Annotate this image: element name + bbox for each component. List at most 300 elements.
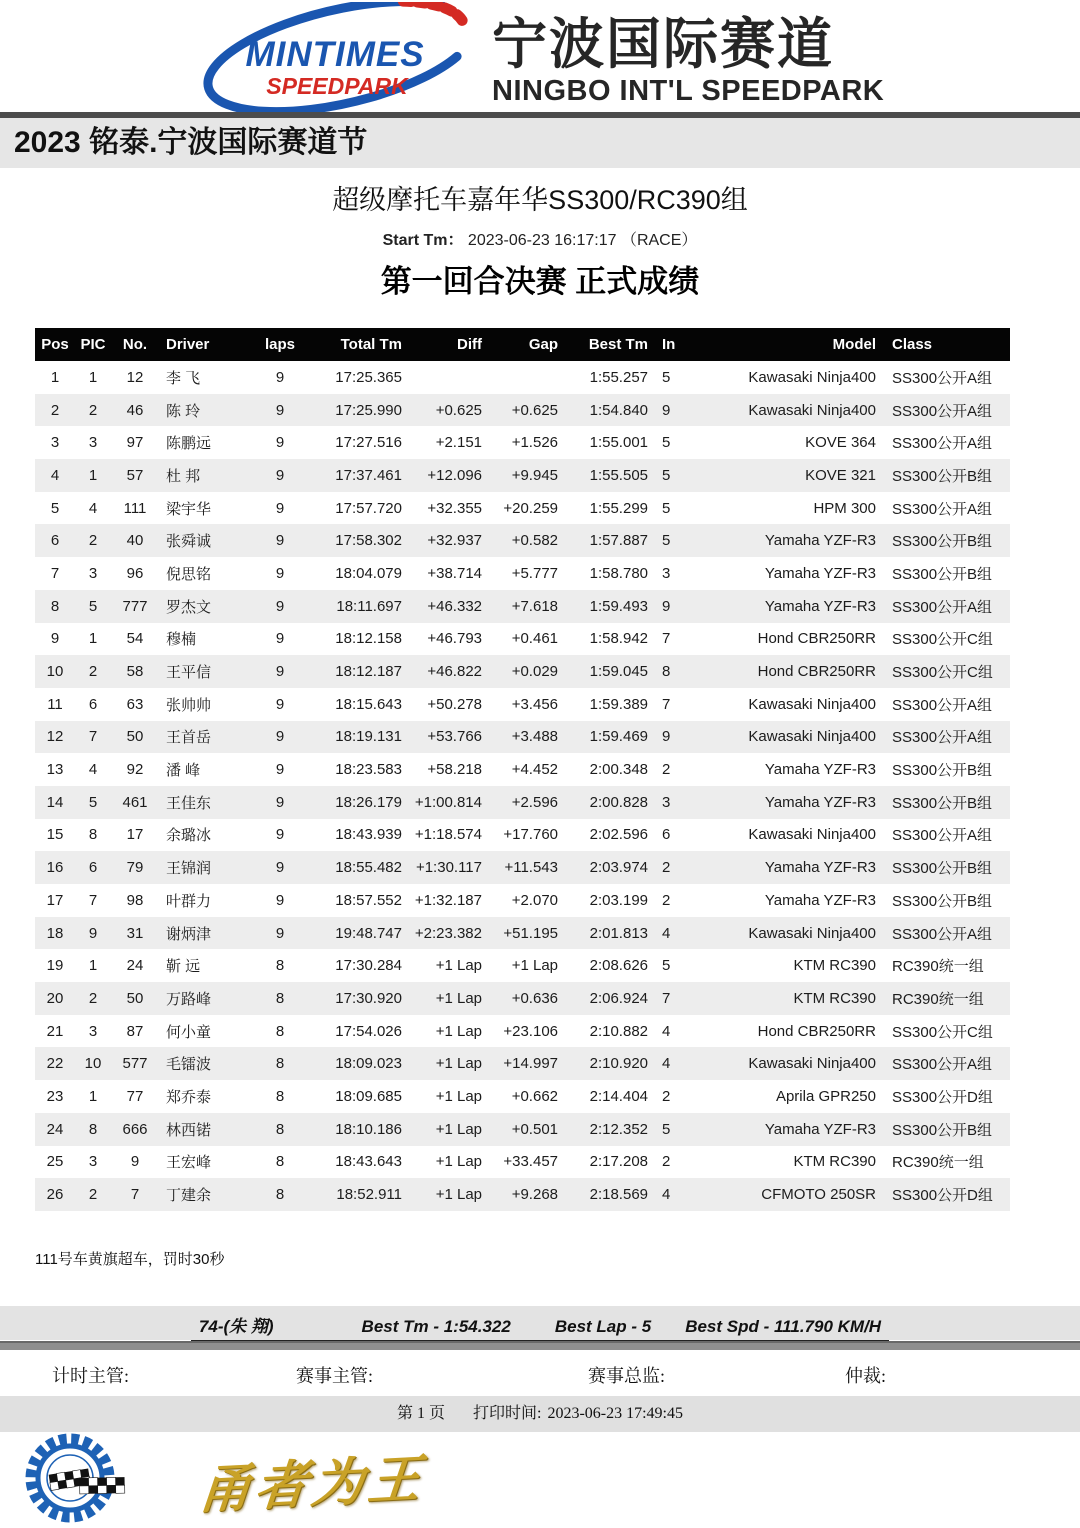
table-row: [35, 1178, 1010, 1211]
table-cell: 87: [126, 1022, 144, 1040]
table-cell: 8: [275, 1120, 285, 1138]
page-number: 第 1 页: [396, 1405, 445, 1422]
table-cell: 5: [88, 597, 98, 615]
table-cell: 8: [50, 597, 60, 615]
start-time-value: 2023-06-23 16:17:17: [467, 232, 617, 249]
table-cell: 17:58.302: [335, 532, 402, 550]
table-cell: +23.106: [503, 1022, 558, 1040]
table-row: [35, 721, 1010, 754]
table-cell: 79: [126, 859, 144, 877]
table-cell: 17:27.516: [335, 434, 402, 452]
table-cell: 5: [662, 434, 671, 452]
table-row: [35, 982, 1010, 1015]
table-cell: 18:52.911: [336, 1186, 402, 1204]
table-cell: +5.777: [511, 564, 558, 582]
table-row: [35, 786, 1010, 819]
table-cell: 17: [46, 891, 64, 909]
table-cell: 63: [126, 695, 144, 713]
table-cell: SS300公开A组: [892, 598, 993, 616]
table-row: [35, 590, 1010, 623]
table-cell: +12.096: [427, 466, 482, 484]
table-cell: +9.945: [511, 466, 558, 484]
table-row: [35, 917, 1010, 950]
table-cell: +2.151: [435, 434, 482, 452]
table-cell: 18:43.939: [335, 826, 402, 844]
column-header: Gap: [487, 328, 563, 361]
table-cell: 6: [50, 532, 60, 550]
table-cell: 18:09.023: [335, 1055, 402, 1073]
table-cell: 1: [88, 466, 98, 484]
table-cell: 5: [50, 499, 60, 517]
table-cell: 9: [275, 434, 285, 452]
table-cell: 5: [662, 957, 671, 975]
table-cell: 2:12.352: [589, 1120, 648, 1138]
table-cell: 3: [88, 564, 98, 582]
table-cell: 17:54.026: [335, 1022, 402, 1040]
table-cell: +1 Lap: [435, 1055, 482, 1073]
table-cell: SS300公开C组: [892, 1023, 993, 1041]
table-cell: +51.195: [503, 924, 558, 942]
header-row: [35, 328, 1010, 361]
table-cell: 1:57.887: [589, 532, 648, 550]
table-cell: +58.218: [427, 761, 482, 779]
table-cell: 王佳东: [166, 794, 212, 812]
table-cell: SS300公开A组: [892, 696, 993, 714]
table-cell: 王锦润: [166, 860, 212, 878]
table-cell: 3: [50, 434, 60, 452]
table-cell: 13: [46, 761, 64, 779]
table-cell: CFMOTO 250SR: [761, 1186, 876, 1204]
table-cell: Yamaha YZF-R3: [764, 597, 876, 615]
footer-divider: [0, 1341, 1080, 1350]
table-cell: 8: [88, 1120, 98, 1138]
race-tag: （RACE）: [620, 232, 698, 249]
table-cell: 7: [662, 630, 671, 648]
table-cell: KOVE 321: [805, 466, 876, 484]
table-cell: +0.625: [435, 401, 482, 419]
table-cell: 谢炳津: [166, 925, 212, 943]
table-cell: 1:55.505: [589, 466, 648, 484]
table-cell: 18:12.187: [335, 663, 402, 681]
table-row: [35, 1146, 1010, 1179]
table-cell: 9: [662, 728, 671, 746]
table-cell: 17:25.990: [335, 401, 402, 419]
table-cell: +32.355: [427, 499, 482, 517]
table-cell: 2: [662, 761, 671, 779]
table-cell: SS300公开D组: [892, 1088, 993, 1106]
table-cell: 2:03.199: [589, 891, 648, 909]
table-cell: 9: [275, 532, 285, 550]
table-row: [35, 524, 1010, 557]
table-cell: 7: [130, 1186, 140, 1204]
column-header: Best Tm: [563, 328, 653, 361]
table-cell: 5: [662, 499, 671, 517]
table-cell: 9: [275, 564, 285, 582]
table-cell: SS300公开B组: [892, 1121, 993, 1139]
table-cell: 9: [275, 597, 285, 615]
table-cell: 2:06.924: [589, 989, 648, 1007]
table-cell: 2:02.596: [589, 826, 648, 844]
page-footer-line: [0, 1396, 1080, 1432]
table-cell: 46: [126, 401, 144, 419]
table-cell: 林西锘: [166, 1121, 212, 1139]
penalty-footnote: 111号车黄旗超车，罚时30秒: [35, 1251, 225, 1268]
table-cell: 3: [662, 564, 671, 582]
table-cell: 2:17.208: [589, 1153, 648, 1171]
table-cell: +1:00.814: [414, 793, 482, 811]
table-cell: +1 Lap: [435, 957, 482, 975]
table-cell: 1: [88, 1087, 98, 1105]
table-cell: SS300公开C组: [892, 631, 993, 649]
table-cell: 7: [88, 728, 98, 746]
table-cell: SS300公开A组: [892, 925, 993, 943]
table-cell: +3.456: [511, 695, 558, 713]
table-cell: 97: [126, 434, 144, 452]
table-cell: 2: [50, 401, 60, 419]
table-cell: 17:30.284: [335, 957, 402, 975]
table-cell: Yamaha YZF-R3: [764, 859, 876, 877]
table-cell: +1 Lap: [435, 989, 482, 1007]
table-cell: 18:26.179: [335, 793, 402, 811]
table-cell: +2:23.382: [414, 924, 482, 942]
table-cell: 余璐冰: [166, 827, 212, 845]
column-header: Class: [883, 328, 1010, 361]
column-header: laps: [259, 328, 301, 361]
table-cell: 2:01.813: [589, 924, 648, 942]
table-cell: +0.625: [511, 401, 558, 419]
table-cell: Aprila GPR250: [775, 1087, 876, 1105]
table-row: [35, 426, 1010, 459]
table-row: [35, 851, 1010, 884]
association-gear-logo: [22, 1430, 172, 1526]
table-cell: +46.793: [427, 630, 482, 648]
table-cell: Kawasaki Ninja400: [748, 368, 876, 386]
table-cell: 7: [88, 891, 98, 909]
table-cell: 22: [46, 1055, 64, 1073]
table-cell: Kawasaki Ninja400: [748, 826, 876, 844]
table-cell: 111: [123, 499, 147, 517]
table-cell: 罗杰文: [166, 598, 212, 616]
table-cell: +1.526: [511, 434, 558, 452]
table-row: [35, 394, 1010, 427]
table-cell: Kawasaki Ninja400: [748, 728, 876, 746]
table-cell: +38.714: [427, 564, 482, 582]
table-cell: +1 Lap: [511, 957, 558, 975]
table-cell: SS300公开A组: [892, 1056, 993, 1074]
table-cell: 1: [50, 368, 60, 386]
table-cell: KTM RC390: [793, 957, 876, 975]
table-cell: 9: [275, 663, 285, 681]
ningbo-speedpark-logo: [492, 13, 885, 108]
table-cell: +1 Lap: [435, 1087, 482, 1105]
table-cell: 5: [662, 466, 671, 484]
ningbo-logo-cn: 宁波国际赛道: [492, 13, 835, 75]
table-cell: +32.937: [427, 532, 482, 550]
table-cell: 5: [662, 368, 671, 386]
signature-row: [0, 1362, 1080, 1396]
table-cell: 4: [662, 1055, 671, 1073]
table-cell: 1:58.780: [589, 564, 648, 582]
table-cell: 17: [126, 826, 144, 844]
table-cell: SS300公开A组: [892, 402, 993, 420]
table-cell: 20: [46, 989, 64, 1007]
table-cell: 2: [88, 532, 98, 550]
table-cell: 12: [126, 368, 144, 386]
table-cell: 1: [88, 630, 98, 648]
table-cell: 9: [662, 597, 671, 615]
table-cell: +1 Lap: [435, 1153, 482, 1171]
table-cell: 25: [46, 1153, 64, 1171]
speedpark-text: SPEEDPARK: [266, 73, 408, 99]
table-cell: 9: [275, 368, 285, 386]
table-cell: 1:55.299: [589, 499, 648, 517]
table-cell: [487, 361, 563, 394]
table-cell: 2: [88, 401, 98, 419]
table-cell: +0.461: [511, 630, 558, 648]
table-cell: 9: [50, 630, 60, 648]
table-cell: 577: [122, 1055, 148, 1073]
table-cell: 杜 邦: [166, 467, 201, 485]
table-cell: [407, 361, 487, 394]
table-cell: 8: [275, 1186, 285, 1204]
table-row: [35, 492, 1010, 525]
table-cell: 2:10.882: [589, 1022, 648, 1040]
table-cell: +9.268: [511, 1186, 558, 1204]
table-cell: 2:00.828: [589, 793, 648, 811]
table-row: [35, 623, 1010, 656]
header: [0, 0, 1080, 115]
table-cell: 梁宇华: [166, 500, 212, 518]
table-body: [35, 361, 1010, 1211]
table-cell: 潘 峰: [166, 762, 201, 780]
table-row: [35, 1015, 1010, 1048]
table-cell: +0.636: [511, 989, 558, 1007]
table-cell: +0.662: [511, 1087, 558, 1105]
table-cell: Yamaha YZF-R3: [764, 761, 876, 779]
table-cell: 3: [88, 1153, 98, 1171]
table-cell: 陈 玲: [166, 402, 201, 420]
table-cell: 8: [275, 1022, 285, 1040]
table-cell: 1:59.389: [589, 695, 648, 713]
table-cell: 毛镭波: [166, 1056, 212, 1074]
table-row: [35, 819, 1010, 852]
table-cell: 丁建余: [166, 1187, 212, 1205]
table-cell: 6: [662, 826, 671, 844]
table-cell: SS300公开A组: [892, 369, 993, 387]
table-cell: RC390统一组: [892, 958, 984, 976]
table-cell: +1 Lap: [435, 1120, 482, 1138]
table-cell: KOVE 364: [805, 434, 876, 452]
table-cell: 2: [88, 989, 98, 1007]
table-cell: 18: [46, 924, 64, 942]
table-cell: +1 Lap: [435, 1186, 482, 1204]
table-cell: +1:32.187: [414, 891, 482, 909]
table-cell: 77: [126, 1087, 144, 1105]
table-cell: 17:57.720: [335, 499, 402, 517]
best-lap-bar: [0, 1306, 1080, 1340]
table-cell: 叶群力: [166, 892, 212, 910]
table-cell: +53.766: [427, 728, 482, 746]
page-footer-bar: [0, 1396, 1080, 1432]
table-cell: Yamaha YZF-R3: [764, 891, 876, 909]
ningbo-logo-en: NINGBO INT'L SPEEDPARK: [492, 74, 885, 107]
table-row: [35, 459, 1010, 492]
table-cell: 2:18.569: [589, 1186, 648, 1204]
table-cell: 18:55.482: [335, 859, 402, 877]
event-title-bar: [0, 118, 1080, 168]
table-cell: 9: [275, 793, 285, 811]
table-cell: 郑乔泰: [166, 1088, 212, 1106]
race-group-subtitle: 超级摩托车嘉年华SS300/RC390组: [332, 185, 748, 215]
table-cell: 18:23.583: [335, 761, 402, 779]
table-cell: +0.582: [511, 532, 558, 550]
table-cell: 1:59.493: [589, 597, 648, 615]
table-cell: 1:58.942: [589, 630, 648, 648]
table-cell: Yamaha YZF-R3: [764, 1120, 876, 1138]
column-header: Model: [693, 328, 883, 361]
table-cell: +17.760: [503, 826, 558, 844]
table-cell: Kawasaki Ninja400: [748, 401, 876, 419]
table-cell: 9: [130, 1153, 140, 1171]
table-cell: 9: [275, 859, 285, 877]
table-cell: Yamaha YZF-R3: [764, 564, 876, 582]
column-header: Driver: [159, 328, 259, 361]
table-header: [35, 328, 1010, 361]
table-cell: 19:48.747: [335, 924, 402, 942]
table-row: [35, 1047, 1010, 1080]
table-cell: 24: [46, 1120, 64, 1138]
table-cell: SS300公开B组: [892, 892, 993, 910]
table-cell: 8: [275, 989, 285, 1007]
table-cell: +7.618: [511, 597, 558, 615]
table-cell: 9: [275, 695, 285, 713]
table-cell: 54: [126, 630, 144, 648]
table-cell: 9: [275, 499, 285, 517]
table-cell: 4: [88, 761, 98, 779]
table-cell: 1:55.001: [589, 434, 648, 452]
table-cell: 6: [88, 859, 98, 877]
table-cell: SS300公开A组: [892, 827, 993, 845]
table-cell: 18:43.643: [335, 1153, 402, 1171]
race-director-label: 赛事主管:: [296, 1366, 374, 1386]
start-time-line: [0, 227, 1080, 250]
table-cell: +1:18.574: [414, 826, 482, 844]
table-cell: 15: [46, 826, 64, 844]
table-cell: 4: [88, 499, 98, 517]
table-cell: 50: [126, 989, 144, 1007]
table-cell: +46.332: [427, 597, 482, 615]
table-row: [35, 1113, 1010, 1146]
table-cell: 96: [126, 564, 144, 582]
table-cell: 王平信: [166, 664, 212, 682]
table-cell: 4: [50, 466, 60, 484]
table-row: [35, 688, 1010, 721]
table-cell: 18:57.552: [335, 891, 402, 909]
arbiter-label: 仲裁:: [845, 1366, 887, 1386]
results-table: [35, 328, 1010, 1211]
table-cell: 23: [46, 1087, 64, 1105]
table-cell: 1:54.840: [589, 401, 648, 419]
table-cell: 9: [275, 891, 285, 909]
table-cell: 17:25.365: [335, 368, 402, 386]
table-cell: HPM 300: [813, 499, 876, 517]
table-row: [35, 1080, 1010, 1113]
table-cell: SS300公开B组: [892, 762, 993, 780]
table-cell: +1:30.117: [415, 859, 482, 877]
table-cell: SS300公开B组: [892, 860, 993, 878]
table-cell: 58: [126, 663, 144, 681]
column-header: PIC: [75, 328, 111, 361]
table-cell: 9: [275, 401, 285, 419]
table-cell: 9: [275, 761, 285, 779]
table-cell: +14.997: [503, 1055, 558, 1073]
table-cell: 7: [50, 564, 60, 582]
table-cell: 倪思铭: [166, 565, 212, 583]
table-cell: 98: [126, 891, 144, 909]
table-cell: SS300公开C组: [892, 664, 993, 682]
table-cell: 5: [662, 532, 671, 550]
table-cell: 8: [662, 663, 671, 681]
best-speed: Best Spd - 111.790 KM/H: [685, 1317, 882, 1336]
table-cell: 18:10.186: [335, 1120, 402, 1138]
table-cell: SS300公开A组: [892, 500, 993, 518]
table-cell: 12: [46, 728, 64, 746]
table-cell: 2: [88, 663, 98, 681]
table-cell: Kawasaki Ninja400: [748, 1055, 876, 1073]
table-cell: 1: [88, 368, 98, 386]
table-cell: +2.070: [511, 891, 558, 909]
mintimes-speedpark-logo: [185, 2, 485, 120]
table-cell: 11: [47, 695, 63, 713]
table-cell: KTM RC390: [793, 989, 876, 1007]
table-cell: 4: [662, 1022, 671, 1040]
table-cell: 张舜诚: [166, 533, 212, 551]
table-cell: +3.488: [511, 728, 558, 746]
table-cell: RC390统一组: [892, 990, 984, 1008]
table-cell: 9: [275, 728, 285, 746]
table-cell: SS300公开B组: [892, 794, 993, 812]
table-cell: 18:15.643: [335, 695, 402, 713]
table-cell: 5: [662, 1120, 671, 1138]
table-cell: Yamaha YZF-R3: [764, 793, 876, 811]
table-cell: 9: [662, 401, 671, 419]
table-cell: 2: [662, 1153, 671, 1171]
event-director-label: 赛事总监:: [588, 1366, 666, 1386]
table-cell: 18:12.158: [335, 630, 402, 648]
table-cell: Yamaha YZF-R3: [764, 532, 876, 550]
table-cell: 666: [122, 1120, 148, 1138]
best-time: Best Tm - 1:54.322: [361, 1317, 511, 1336]
table-cell: +11.543: [504, 859, 558, 877]
table-cell: 9: [275, 826, 285, 844]
table-cell: RC390统一组: [892, 1154, 984, 1172]
table-cell: 24: [126, 957, 144, 975]
table-row: [35, 884, 1010, 917]
results-heading: 第一回合决赛 正式成绩: [380, 264, 700, 299]
mintimes-text: MINTIMES: [245, 35, 425, 74]
table-cell: 8: [88, 826, 98, 844]
table-cell: 8: [275, 1055, 285, 1073]
table-cell: 2:14.404: [589, 1087, 648, 1105]
table-row: [35, 753, 1010, 786]
table-cell: 17:30.920: [335, 989, 402, 1007]
table-cell: 7: [662, 695, 671, 713]
table-cell: 10: [84, 1055, 102, 1073]
column-header: In: [653, 328, 693, 361]
print-time-label: 打印时间:: [473, 1405, 542, 1422]
table-cell: +2.596: [511, 793, 558, 811]
table-cell: +0.501: [511, 1120, 558, 1138]
